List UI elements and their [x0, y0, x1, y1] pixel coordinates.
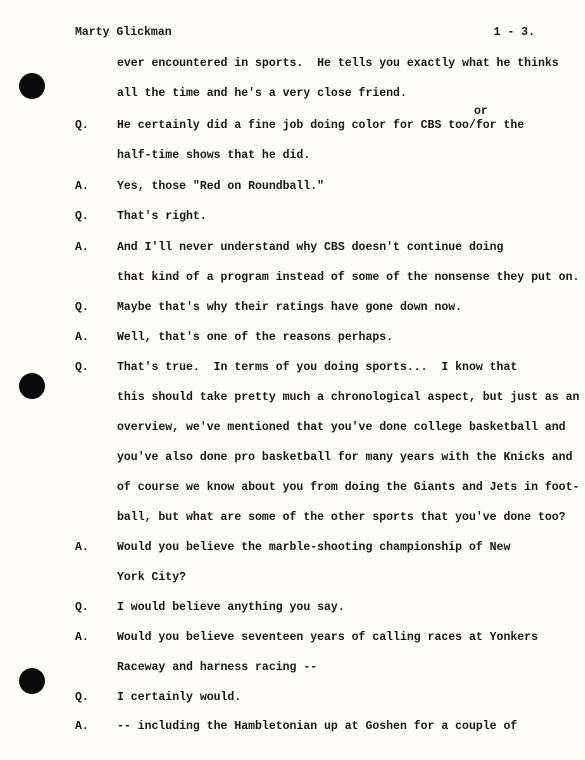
- line-text: That's right.: [117, 210, 207, 223]
- line-text: Would you believe the marble-shooting championship of New: [117, 541, 511, 554]
- transcript-line: [75, 421, 566, 435]
- line-text: you've also done pro basketball for many years with the Knicks and: [117, 451, 573, 464]
- line-text: And I'll never understand why CBS doesn't continue doing: [117, 241, 504, 254]
- transcript-line: [75, 210, 207, 224]
- speaker-label: Q.: [75, 361, 89, 374]
- line-text: -- including the Hambletonian up at Goshen for a couple of: [117, 720, 518, 733]
- line-text: Yes, those "Red on Roundball.": [117, 180, 325, 193]
- speaker-label: Q.: [75, 691, 89, 704]
- binder-hole-middle: [19, 373, 45, 399]
- handwritten-insert: or: [474, 105, 488, 118]
- speaker-label: A.: [75, 180, 89, 193]
- page-header: [75, 26, 535, 44]
- transcript-line: [75, 720, 517, 734]
- line-text: Would you believe seventeen years of calling races at Yonkers: [117, 631, 538, 644]
- transcript-line: [75, 180, 324, 194]
- transcript-line: [75, 451, 572, 465]
- line-text: Well, that's one of the reasons perhaps.: [117, 331, 394, 344]
- transcript-line: [75, 361, 517, 375]
- transcript-line: [75, 241, 503, 255]
- transcript-line: [75, 541, 510, 555]
- line-text: He certainly did a fine job doing color for CBS too/for the: [117, 119, 525, 132]
- transcript-line: [75, 511, 566, 525]
- transcript-line: [75, 87, 407, 101]
- line-text: this should take pretty much a chronological aspect, but just as an: [117, 391, 580, 404]
- binder-hole-top: [19, 73, 45, 99]
- transcript-line: [75, 331, 393, 345]
- speaker-label: A.: [75, 720, 89, 733]
- line-text: Raceway and harness racing --: [117, 661, 318, 674]
- line-text: ball, but what are some of the other sports that you've done too?: [117, 511, 566, 524]
- transcript-line: [75, 601, 345, 615]
- line-text: York City?: [117, 571, 187, 584]
- transcript-line: [75, 57, 559, 71]
- speaker-label: Q.: [75, 119, 89, 132]
- page-number: 1 - 3.: [493, 26, 535, 39]
- transcript-line: [75, 661, 317, 675]
- transcript-line: [75, 571, 186, 585]
- transcript-line: [75, 119, 524, 133]
- speaker-label: Q.: [75, 301, 89, 314]
- transcript-line: [75, 631, 538, 645]
- transcript-line: [75, 149, 310, 163]
- line-text: I would believe anything you say.: [117, 601, 345, 614]
- line-text: I certainly would.: [117, 691, 242, 704]
- line-text: half-time shows that he did.: [117, 149, 311, 162]
- transcript-line: [75, 481, 579, 495]
- line-text: of course we know about you from doing the Giants and Jets in foot-: [117, 481, 580, 494]
- speaker-label: A.: [75, 541, 89, 554]
- transcript-line: [75, 691, 241, 705]
- speaker-label: Q.: [75, 601, 89, 614]
- line-text: overview, we've mentioned that you've done college basketball and: [117, 421, 566, 434]
- speaker-label: A.: [75, 241, 89, 254]
- line-text: Maybe that's why their ratings have gone down now.: [117, 301, 463, 314]
- speaker-label: A.: [75, 631, 89, 644]
- binder-hole-bottom: [19, 668, 45, 694]
- transcript-line: [75, 271, 579, 285]
- line-text: all the time and he's a very close friend.: [117, 87, 407, 100]
- line-text: ever encountered in sports. He tells you exactly what he thinks: [117, 57, 559, 70]
- interviewee-name: Marty Glickman: [75, 26, 172, 39]
- transcript-line: [75, 391, 579, 405]
- line-text: that kind of a program instead of some of the nonsense they put on.: [117, 271, 580, 284]
- line-text: That's true. In terms of you doing sports... I know that: [117, 361, 518, 374]
- speaker-label: Q.: [75, 210, 89, 223]
- transcript-line: [75, 301, 462, 315]
- speaker-label: A.: [75, 331, 89, 344]
